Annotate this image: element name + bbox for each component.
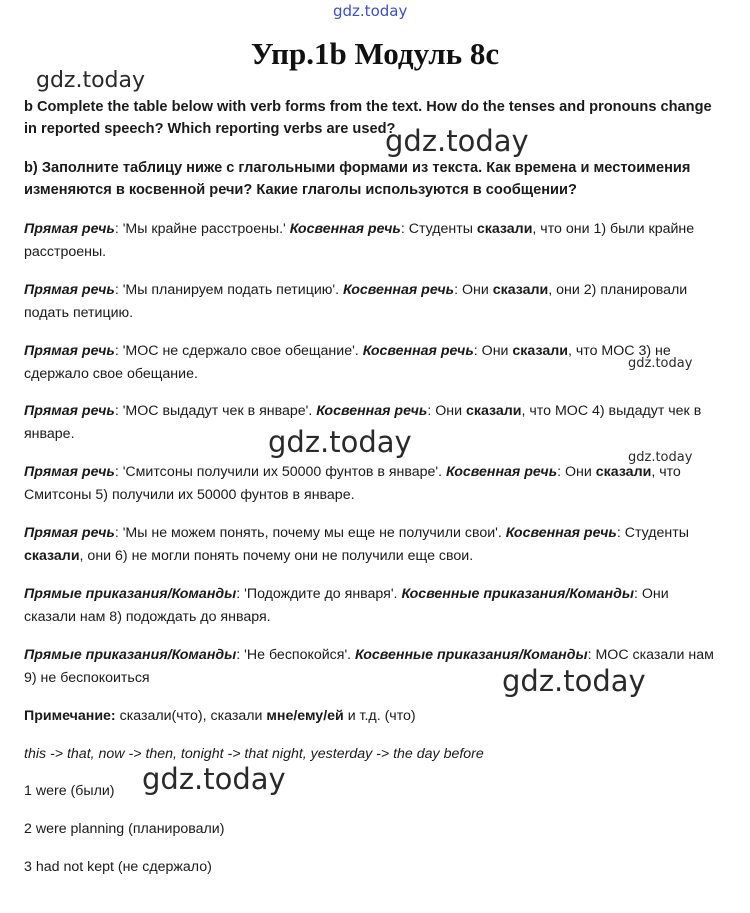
reported-label: Косвенная речь [362,343,474,359]
answer-item: 1 were (были) [24,783,115,799]
task-russian-text: Заполните таблицу ниже с глагольными формами из текста. Как времена и местоимения изменяются в косвенной речи? Какие глаголы используются в сообщении? [24,160,691,198]
note [24,705,724,728]
direct-text: 'МОС выдадут чек в январе'. [122,403,313,419]
direct-label: Прямая речь [24,343,115,359]
direct-text: 'Подождите до января'. [244,586,398,602]
reported-text: Студенты [620,525,689,541]
page-title: Упр.1b Модуль 8с [250,36,500,71]
watermark: gdz.today [502,664,646,698]
direct-label: Прямая речь [24,282,115,298]
task-russian [24,157,724,201]
reporting-verb: сказали [492,282,549,298]
reporting-verb: сказали [24,547,80,564]
list-item: Прямые приказания/Команды: 'Не беспокойся'. Косвенные приказания/Команды: МОС сказали нам 9) не беспокоиться [24,647,714,686]
reported-label: Косвенная речь [316,403,428,419]
reported-text: , они 6) не могли понять почему они не получили еще свои. [79,547,474,564]
task-russian-prefix: b) [24,160,38,176]
reported-text: , что МОС 4) выдадут чек в январе. [24,403,702,442]
watermark: gdz.today [628,450,693,465]
reported-text: , что МОС 3) не сдержало свое обещание. [24,343,671,382]
note-text: и т.д. (что) [343,708,416,724]
reported-command-label: Косвенные приказания/Команды [401,586,634,602]
reported-text: Они [458,282,493,298]
watermark: gdz.today [628,356,693,371]
list-item: Прямые приказания/Команды: 'Подождите до января'. Косвенные приказания/Команды: Они сказали нам 8) подождать до января. [24,586,669,625]
reported-text: Студенты [404,221,477,237]
answer-item: 2 were planning (планировали) [24,821,225,837]
direct-text: 'Не беспокойся'. [244,647,352,663]
reported-text: , они 2) планировали подать петицию. [24,282,688,321]
direct-command-label: Прямые приказания/Команды [24,586,237,602]
list-item: Прямая речь: 'Мы планируем подать петицию'. Косвенная речь: Они сказали, они 2) планировали подать петицию. [24,282,688,321]
direct-text: 'МОС не сдержало свое обещание'. [122,343,359,359]
direct-label: Прямая речь [24,221,115,237]
direct-command-label: Прямые приказания/Команды [24,647,237,663]
list-item: Прямая речь: 'МОС выдадут чек в январе'. Косвенная речь: Они сказали, что МОС 4) выдадут чек в январе. [24,403,702,442]
reported-command-label: Косвенные приказания/Команды [355,647,588,663]
shifts-line [24,743,724,766]
watermark: gdz.today [268,425,412,459]
note-text: сказали(что), сказали [115,708,267,724]
reporting-verb: сказали [512,343,568,359]
direct-text: 'Смитсоны получили их 50000 фунтов в январе'. [122,464,443,480]
note-pronouns: мне/ему/ей [266,708,344,724]
list-item: Прямая речь: 'Мы не можем понять, почему мы еще не получили свои'. Косвенная речь: Студенты сказали, они 6) не могли понять почему они не получили еще свои. [24,525,689,564]
watermark: gdz.today [142,762,286,796]
direct-text: 'Мы не можем понять, почему мы еще не получили свои'. [122,525,502,541]
direct-label: Прямая речь [24,403,115,419]
reported-label: Косвенная речь [289,221,401,237]
reported-label: Косвенная речь [505,525,617,541]
note-label: Примечание: [24,708,116,724]
reported-text: , что Смитсоны 5) получили их 50000 фунтов в январе. [24,464,681,503]
reporting-verb: сказали [476,221,533,237]
reported-label: Косвенная речь [446,464,558,480]
list-item: Прямая речь: 'Смитсоны получили их 50000 фунтов в январе'. Косвенная речь: Они сказали, что Смитсоны 5) получили их 50000 фунтов в январе. [24,464,681,503]
reported-text: , что они 1) были крайне расстроены. [24,221,695,260]
reporting-verb: сказали [465,403,522,419]
list-item: Прямая речь: 'МОС не сдержало свое обещание'. Косвенная речь: Они сказали, что МОС 3) не сдержало свое обещание. [24,343,671,382]
direct-text: 'Мы крайне расстроены.' [122,221,286,237]
watermark: gdz.today [36,68,146,93]
shifts-text: this -> that, now -> then, tonight -> that night, yesterday -> the day before [24,746,484,762]
reported-label: Косвенная речь [343,282,455,298]
direct-label: Прямая речь [24,525,115,541]
task-english: b Complete the table below with verb forms from the text. How do the tenses and pronouns change in reported speech? Which reporting verbs are used? [24,99,712,137]
direct-label: Прямая речь [24,464,115,480]
list-item: Прямая речь: 'Мы крайне расстроены.' Косвенная речь: Студенты сказали, что они 1) были крайне расстроены. [24,221,695,260]
watermark: gdz.today [385,124,529,158]
reported-text: МОС сказали нам 9) не беспокоиться [24,647,714,686]
direct-text: 'Мы планируем подать петицию'. [122,282,340,298]
reported-text: Они [431,403,466,419]
reported-text: Они [561,464,596,480]
reported-text: Они [477,343,513,359]
reported-text: Они сказали нам 8) подождать до января. [24,586,669,625]
watermark: gdz.today [333,2,408,20]
reporting-verb: сказали [595,464,652,480]
answer-item: 3 had not kept (не сдержало) [24,859,212,875]
